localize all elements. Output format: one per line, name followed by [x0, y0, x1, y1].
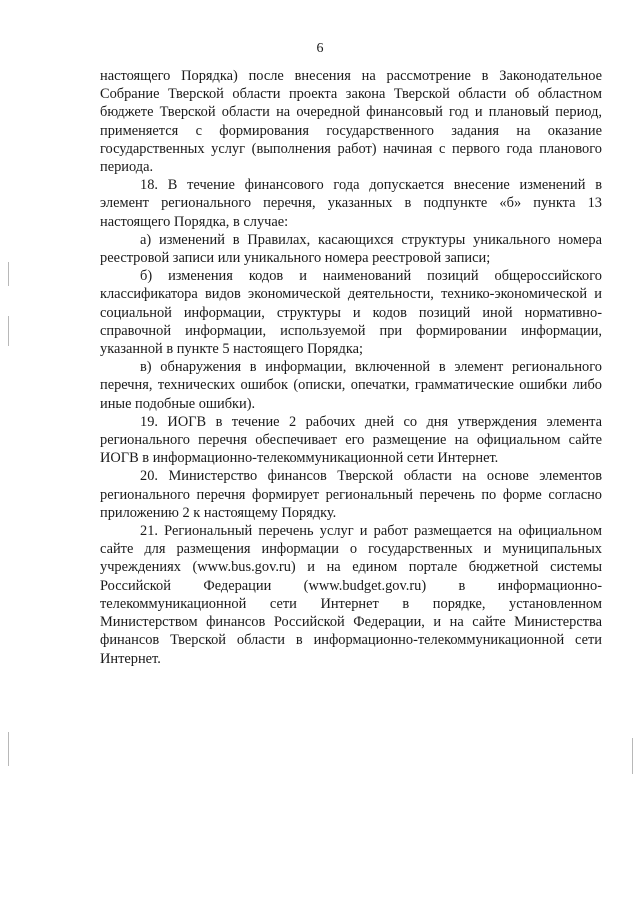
- scan-edge-mark-left: [8, 262, 9, 286]
- document-body: [100, 67, 602, 668]
- paragraph-item-18-v: в) обнаружения в информации, включенной в элемент регионального перечня, технических ошибок (описки, опечатки, грамматические ошибки либо иные подобные ошибки).: [100, 359, 602, 412]
- scan-edge-mark-right: [632, 738, 633, 774]
- paragraph-item-21: 21. Региональный перечень услуг и работ размещается на официальном сайте для размещения информации о государственных и муниципальных учреждениях (www.bus.gov.ru) и на едином портале бюджетной системы Российской Федерации (www.budget.gov.ru) в информационно-телекоммуникационной сети Интернет в порядке, установленном Министерством финансов Российской Федерации, и на сайте Министерства финансов Тверской области в информационно-телекоммуникационной сети Интернет.: [100, 523, 602, 667]
- paragraph-item-20: 20. Министерство финансов Тверской области на основе элементов регионального перечня формирует региональный перечень по форме согласно приложению 2 к настоящему Порядку.: [100, 468, 602, 521]
- scan-edge-mark-left: [8, 316, 9, 346]
- paragraph-continuation: настоящего Порядка) после внесения на рассмотрение в Законодательное Собрание Тверской области проекта закона Тверской области об областном бюджете Тверской области на очередной финансовый год и плановый период, применяется с формирования государственного задания на оказание государственных услуг (выполнения работ) начиная с первого года планового периода.: [100, 68, 602, 176]
- page-number: 6: [316, 41, 324, 56]
- paragraph-item-18-b: б) изменения кодов и наименований позиций общероссийского классификатора видов экономической деятельности, технико-экономической и социальной информации, структуры и кодов позиций иной нормативно-справочной информации, используемой при формировании информации, указанной в пункте 5 настоящего Порядка;: [100, 268, 602, 358]
- scan-edge-mark-left: [8, 732, 9, 766]
- paragraph-item-18: 18. В течение финансового года допускается внесение изменений в элемент регионального перечня, указанных в подпункте «б» пункта 13 настоящего Порядка, в случае:: [100, 177, 602, 230]
- paragraph-item-18-a: а) изменений в Правилах, касающихся структуры уникального номера реестровой записи или уникального номера реестровой записи;: [100, 231, 602, 267]
- paragraph-item-19: 19. ИОГВ в течение 2 рабочих дней со дня утверждения элемента регионального перечня обеспечивает его размещение на официальном сайте ИОГВ в информационно-телекоммуникационной сети Интернет.: [100, 413, 602, 467]
